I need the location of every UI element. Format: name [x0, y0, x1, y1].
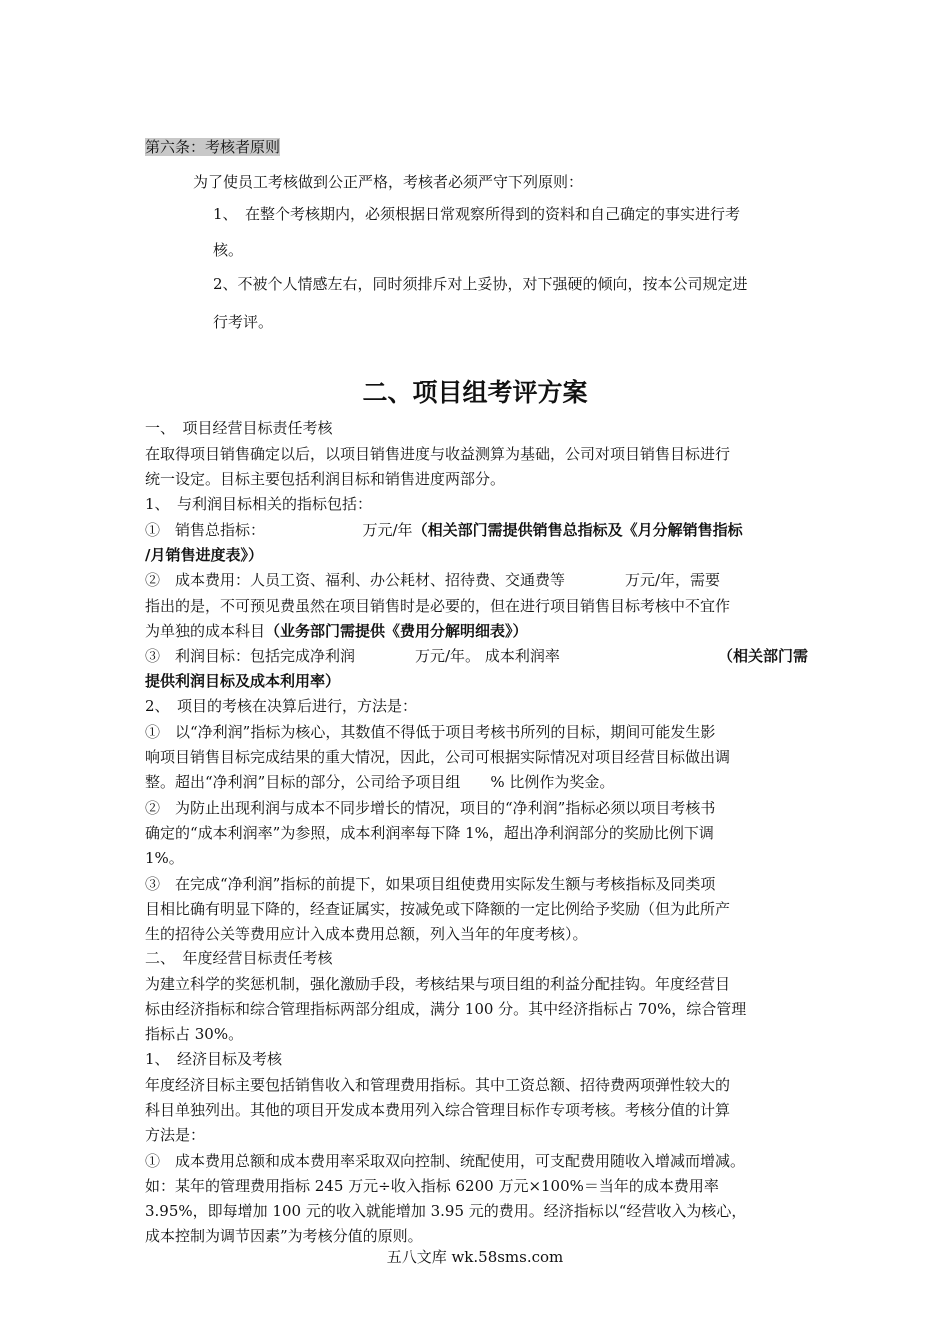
- principle-2-line-2: 行考评。: [213, 313, 274, 331]
- cost-note-line: [145, 619, 810, 644]
- body-line: 响项目销售目标完成结果的重大情况，因此，公司可根据实际情况对项目经营目标做出调: [145, 748, 731, 766]
- body-line: 确定的“成本利润率”为参照，成本利润率每下降 1%，超出净利润部分的奖励比例下调: [145, 824, 714, 842]
- body-line: 指出的是，不可预见费虽然在项目销售时是必要的，但在进行项目销售目标考核中不宜作: [145, 597, 731, 615]
- body-line: 科目单独列出。其他的项目开发成本费用列入综合管理目标作专项考核。考核分值的计算: [145, 1101, 731, 1119]
- body-line: 如：某年的管理费用指标 245 万元÷收入指标 6200 万元×100%＝当年的成本费用率: [145, 1177, 719, 1195]
- body-line: 成本控制为调节因素”为考核分值的原则。: [145, 1227, 423, 1245]
- body-line: 为建立科学的奖惩机制，强化激励手段，考核结果与项目组的利益分配挂钩。年度经营目: [145, 975, 731, 993]
- cost-line: ② 成本费用：人员工资、福利、办公耗材、招待费、交通费等 万元/年，需要: [145, 571, 721, 589]
- body-line: 1%。: [145, 849, 184, 867]
- sales-target-note: （相关部门需提供销售总指标及《月分解销售指标: [412, 521, 743, 539]
- article-intro: 为了使员工考核做到公正严格，考核者必须严守下列原则：: [193, 173, 584, 191]
- heading-project-target: 一、 项目经营目标责任考核: [145, 419, 333, 437]
- body-line: ③ 在完成“净利润”指标的前提下，如果项目组使费用实际发生额与考核指标及同类项: [145, 875, 716, 893]
- heading-annual-target: 二、 年度经营目标责任考核: [145, 949, 333, 967]
- body-line: 统一设定。目标主要包括利润目标和销售进度两部分。: [145, 470, 506, 488]
- body-line: 目相比确有明显下降的，经查证属实，按减免或下降额的一定比例给予奖励（但为此所产: [145, 900, 731, 918]
- profit-note-cont: 提供利润目标及成本利用率）: [145, 672, 341, 690]
- profit-text: ③ 利润目标：包括完成净利润 万元/年。 成本利润率: [145, 647, 560, 665]
- section-title: 二、项目组考评方案: [362, 378, 588, 407]
- list-heading: 1、 经济目标及考核: [145, 1050, 283, 1068]
- body-line: 整。超出“净利润”目标的部分，公司给予项目组 % 比例作为奖金。: [145, 773, 615, 791]
- body-line: 指标占 30%。: [145, 1025, 244, 1043]
- body-line: 年度经济目标主要包括销售收入和管理费用指标。其中工资总额、招待费两项弹性较大的: [145, 1076, 731, 1094]
- principle-1-line-2: 核。: [213, 241, 244, 259]
- profit-line: [145, 644, 810, 669]
- profit-note: （相关部门需: [717, 647, 808, 665]
- article-heading: 第六条：考核者原则: [145, 138, 281, 156]
- sales-target-note-cont: /月销售进度表》）: [145, 546, 263, 564]
- body-line: 标由经济指标和综合管理指标两部分组成，满分 100 分。其中经济指标占 70%，综合管理: [145, 1000, 747, 1018]
- sales-target-text: ① 销售总指标： 万元/年: [145, 521, 413, 539]
- body-line: ① 以“净利润”指标为核心，其数值不得低于项目考核书所列的目标，期间可能发生影: [145, 723, 716, 741]
- cost-note-text: 为单独的成本科目: [145, 622, 266, 640]
- principle-1-line-1: 1、 在整个考核期内，必须根据日常观察所得到的资料和自己确定的事实进行考: [213, 205, 741, 223]
- body-line: 3.95%，即每增加 100 元的收入就能增加 3.95 元的费用。经济指标以“经营收入为核心，: [145, 1202, 747, 1220]
- article-heading-line: [145, 135, 810, 160]
- sales-target-line: [145, 518, 810, 543]
- body-line: 在取得项目销售确定以后，以项目销售进度与收益测算为基础，公司对项目销售目标进行: [145, 445, 731, 463]
- cost-note: （业务部门需提供《费用分解明细表》）: [265, 622, 528, 640]
- list-heading: 1、 与利润目标相关的指标包括：: [145, 495, 373, 513]
- principle-2-line-1: 2、不被个人情感左右，同时须排斥对上妥协，对下强硬的倾向，按本公司规定进: [213, 275, 748, 293]
- list-heading: 2、 项目的考核在决算后进行，方法是：: [145, 697, 418, 715]
- body-line: 生的招待公关等费用应计入成本费用总额，列入当年的年度考核）。: [145, 925, 588, 943]
- footer-watermark: 五八文库 wk.58sms.com: [386, 1248, 564, 1266]
- body-line: ② 为防止出现利润与成本不同步增长的情况，项目的“净利润”指标必须以项目考核书: [145, 799, 716, 817]
- body-line: 方法是：: [145, 1126, 206, 1144]
- body-line: ① 成本费用总额和成本费用率采取双向控制、统配使用，可支配费用随收入增减而增减。: [145, 1152, 746, 1170]
